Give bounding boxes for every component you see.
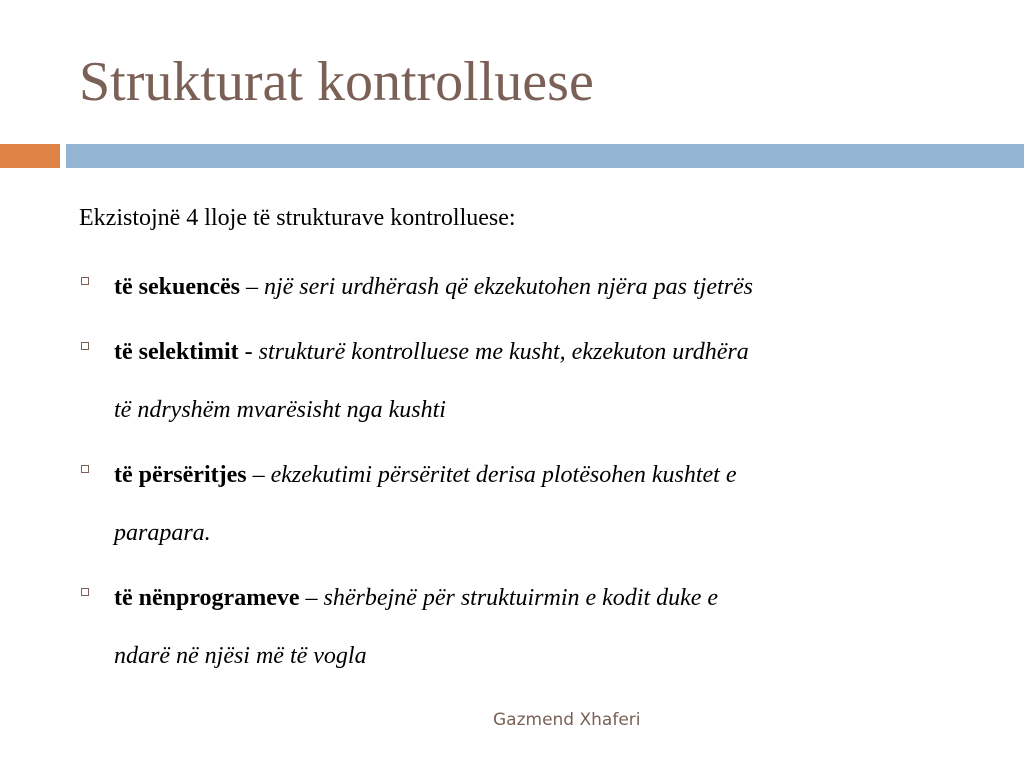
bullet-line — [114, 446, 959, 504]
bullet-line — [114, 569, 959, 627]
bullet-separator: - — [238, 339, 259, 365]
bullet-term: të selektimit — [114, 339, 239, 365]
title-divider-bar — [66, 144, 1024, 168]
hollow-square-icon — [81, 588, 89, 596]
hollow-square-icon — [81, 277, 89, 285]
bullet-separator: – — [299, 585, 324, 611]
bullet-separator: – — [239, 274, 264, 300]
bullet-separator: – — [246, 462, 271, 488]
hollow-square-icon — [81, 342, 89, 350]
bullet-item-subprograms — [79, 569, 959, 685]
hollow-square-icon — [81, 465, 89, 473]
slide-body — [79, 197, 959, 685]
bullet-item-sequence — [79, 258, 959, 316]
bullet-term: të sekuencës — [114, 274, 240, 300]
bullet-line — [114, 323, 959, 381]
bullet-description: ekzekutimi përsëritet derisa plotësohen kushtet e — [270, 462, 737, 488]
slide-title: Strukturat kontrolluese — [79, 51, 594, 113]
bullet-item-repetition — [79, 446, 959, 562]
bullet-description-continued: të ndryshëm mvarësisht nga kushti — [114, 397, 446, 423]
title-accent-bar — [0, 144, 60, 168]
bullet-term: të përsëritjes — [114, 462, 247, 488]
bullet-description: një seri urdhërash që ekzekutohen njëra pas tjetrës — [263, 274, 753, 300]
bullet-description-continued: parapara. — [114, 520, 211, 546]
footer-author: Gazmend Xhaferi — [493, 710, 641, 730]
bullet-list — [79, 258, 959, 685]
intro-text: Ekzistojnë 4 lloje të strukturave kontrolluese: — [79, 205, 516, 231]
bullet-line — [114, 258, 959, 316]
bullet-description: strukturë kontrolluese me kusht, ekzekuton urdhëra — [258, 339, 749, 365]
bullet-description: shërbejnë për struktuirmin e kodit duke e — [323, 585, 719, 611]
bullet-item-selection — [79, 323, 959, 439]
bullet-description-continued: ndarë në njësi më të vogla — [114, 643, 367, 669]
bullet-term: të nënprogrameve — [114, 585, 300, 611]
